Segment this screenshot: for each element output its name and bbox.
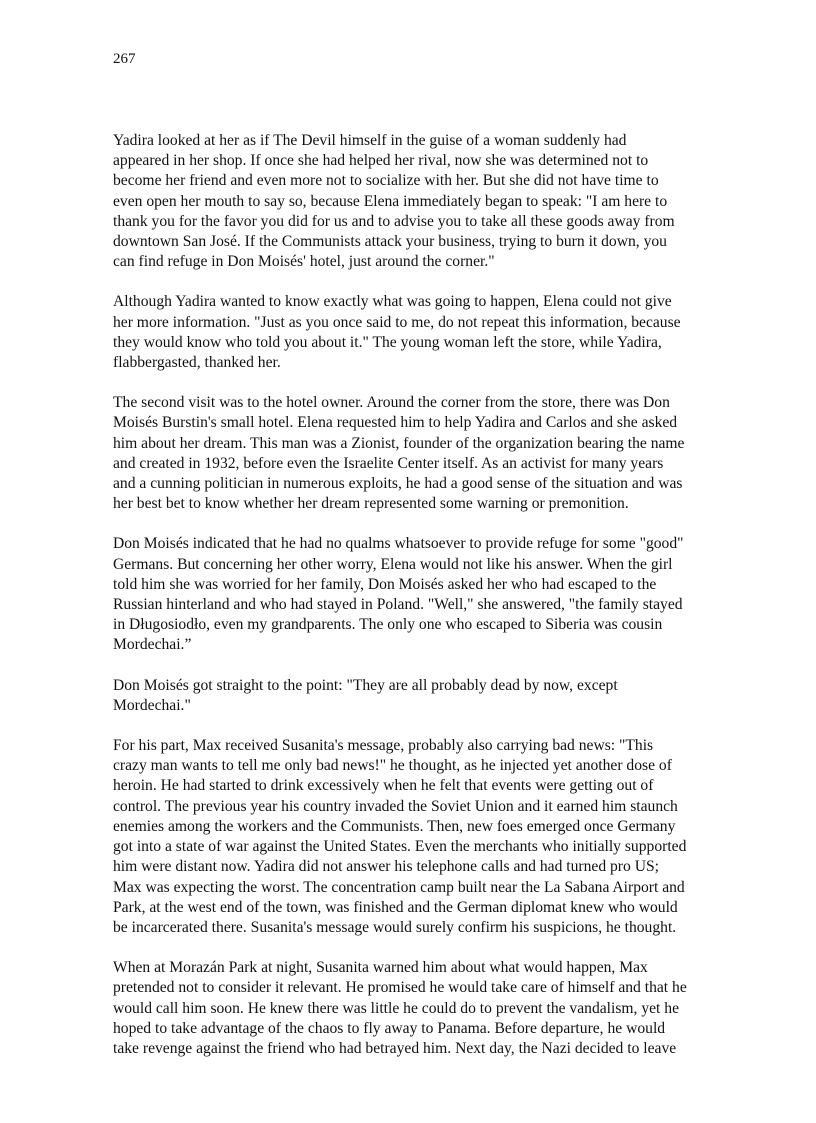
text-line: Germans. But concerning her other worry, Elena would not like his answer. When the girl (113, 555, 673, 573)
text-line: downtown San José. If the Communists attack your business, trying to burn it down, you (113, 233, 667, 251)
text-line: thank you for the favor you did for us and to advise you to take all these goods away from (113, 212, 675, 230)
text-line: her best bet to know whether her dream represented some warning or premonition. (113, 495, 629, 513)
text-line: appeared in her shop. If once she had helped her rival, now she was determined not to (113, 152, 649, 170)
text-line: him were distant now. Yadira did not answer his telephone calls and had turned pro US; (113, 858, 659, 876)
text-line: pretended not to consider it relevant. He promised he would take care of himself and that he (113, 979, 687, 997)
paragraph-7 (113, 958, 713, 1059)
text-line: heroin. He had started to drink excessively when he felt that events were getting out of (113, 777, 654, 795)
page-number: 267 (113, 51, 136, 67)
text-line: in Długosiodło, even my grandparents. The only one who escaped to Siberia was cousin (113, 616, 663, 634)
text-line: and created in 1932, before even the Israelite Center itself. As an activist for many years (113, 454, 664, 472)
paragraph-3 (113, 393, 713, 514)
text-line: For his part, Max received Susanita's message, probably also carrying bad news: "This (113, 737, 654, 755)
text-line: become her friend and even more not to socialize with her. But she did not have time to (113, 172, 659, 190)
text-line: Don Moisés got straight to the point: "They are all probably dead by now, except (113, 676, 618, 694)
text-line: can find refuge in Don Moisés' hotel, just around the corner." (113, 253, 495, 271)
text-line: him about her dream. This man was a Zionist, founder of the organization bearing the name (113, 434, 685, 452)
text-line: and a cunning politician in numerous exploits, he had a good sense of the situation and was (113, 475, 683, 493)
paragraph-4 (113, 534, 713, 655)
text-line: When at Morazán Park at night, Susanita warned him about what would happen, Max (113, 959, 648, 977)
text-line: be incarcerated there. Susanita's message would surely confirm his suspicions, he thought. (113, 918, 677, 936)
text-line: Yadira looked at her as if The Devil himself in the guise of a woman suddenly had (113, 132, 627, 149)
text-line: The second visit was to the hotel owner. Around the corner from the store, there was Don (113, 394, 670, 412)
text-line: told him she was worried for her family, Don Moisés asked her who had escaped to the (113, 575, 657, 593)
paragraph-6 (113, 736, 713, 938)
body-text (113, 131, 713, 1079)
text-line: Moisés Burstin's small hotel. Elena requested him to help Yadira and Carlos and she asked (113, 414, 678, 432)
text-line: Park, at the west end of the town, was finished and the German diplomat knew who would (113, 898, 678, 916)
paragraph-5 (113, 676, 713, 716)
text-line: Although Yadira wanted to know exactly what was going to happen, Elena could not give (113, 293, 672, 311)
text-line: hoped to take advantage of the chaos to fly away to Panama. Before departure, he would (113, 1019, 666, 1037)
text-line: Mordechai." (113, 696, 191, 714)
text-line: they would know who told you about it." The young woman left the store, while Yadira, (113, 333, 662, 351)
text-line: flabbergasted, thanked her. (113, 354, 281, 372)
text-line: would call him soon. He knew there was little he could do to prevent the vandalism, yet he (113, 999, 679, 1017)
text-line: Don Moisés indicated that he had no qualms whatsoever to provide refuge for some "good" (113, 535, 684, 553)
text-line: Mordechai.” (113, 636, 192, 654)
text-line: control. The previous year his country invaded the Soviet Union and it earned him staunch (113, 797, 678, 815)
paragraph-2 (113, 292, 713, 373)
paragraph-1 (113, 131, 713, 272)
text-line: enemies among the workers and the Communists. Then, new foes emerged once Germany (113, 817, 676, 835)
text-line: crazy man wants to tell me only bad news!" he thought, as he injected yet another dose of (113, 757, 672, 775)
text-line: Russian hinterland and who had stayed in Poland. "Well," she answered, "the family stayed (113, 596, 683, 614)
text-line: Max was expecting the worst. The concentration camp built near the La Sabana Airport and (113, 878, 685, 896)
text-line: got into a state of war against the United States. Even the merchants who initially supported (113, 838, 687, 856)
text-line: even open her mouth to say so, because Elena immediately began to speak: "I am here to (113, 192, 668, 210)
text-line: her more information. "Just as you once said to me, do not repeat this information, because (113, 313, 681, 331)
text-line: take revenge against the friend who had betrayed him. Next day, the Nazi decided to leave (113, 1039, 677, 1057)
